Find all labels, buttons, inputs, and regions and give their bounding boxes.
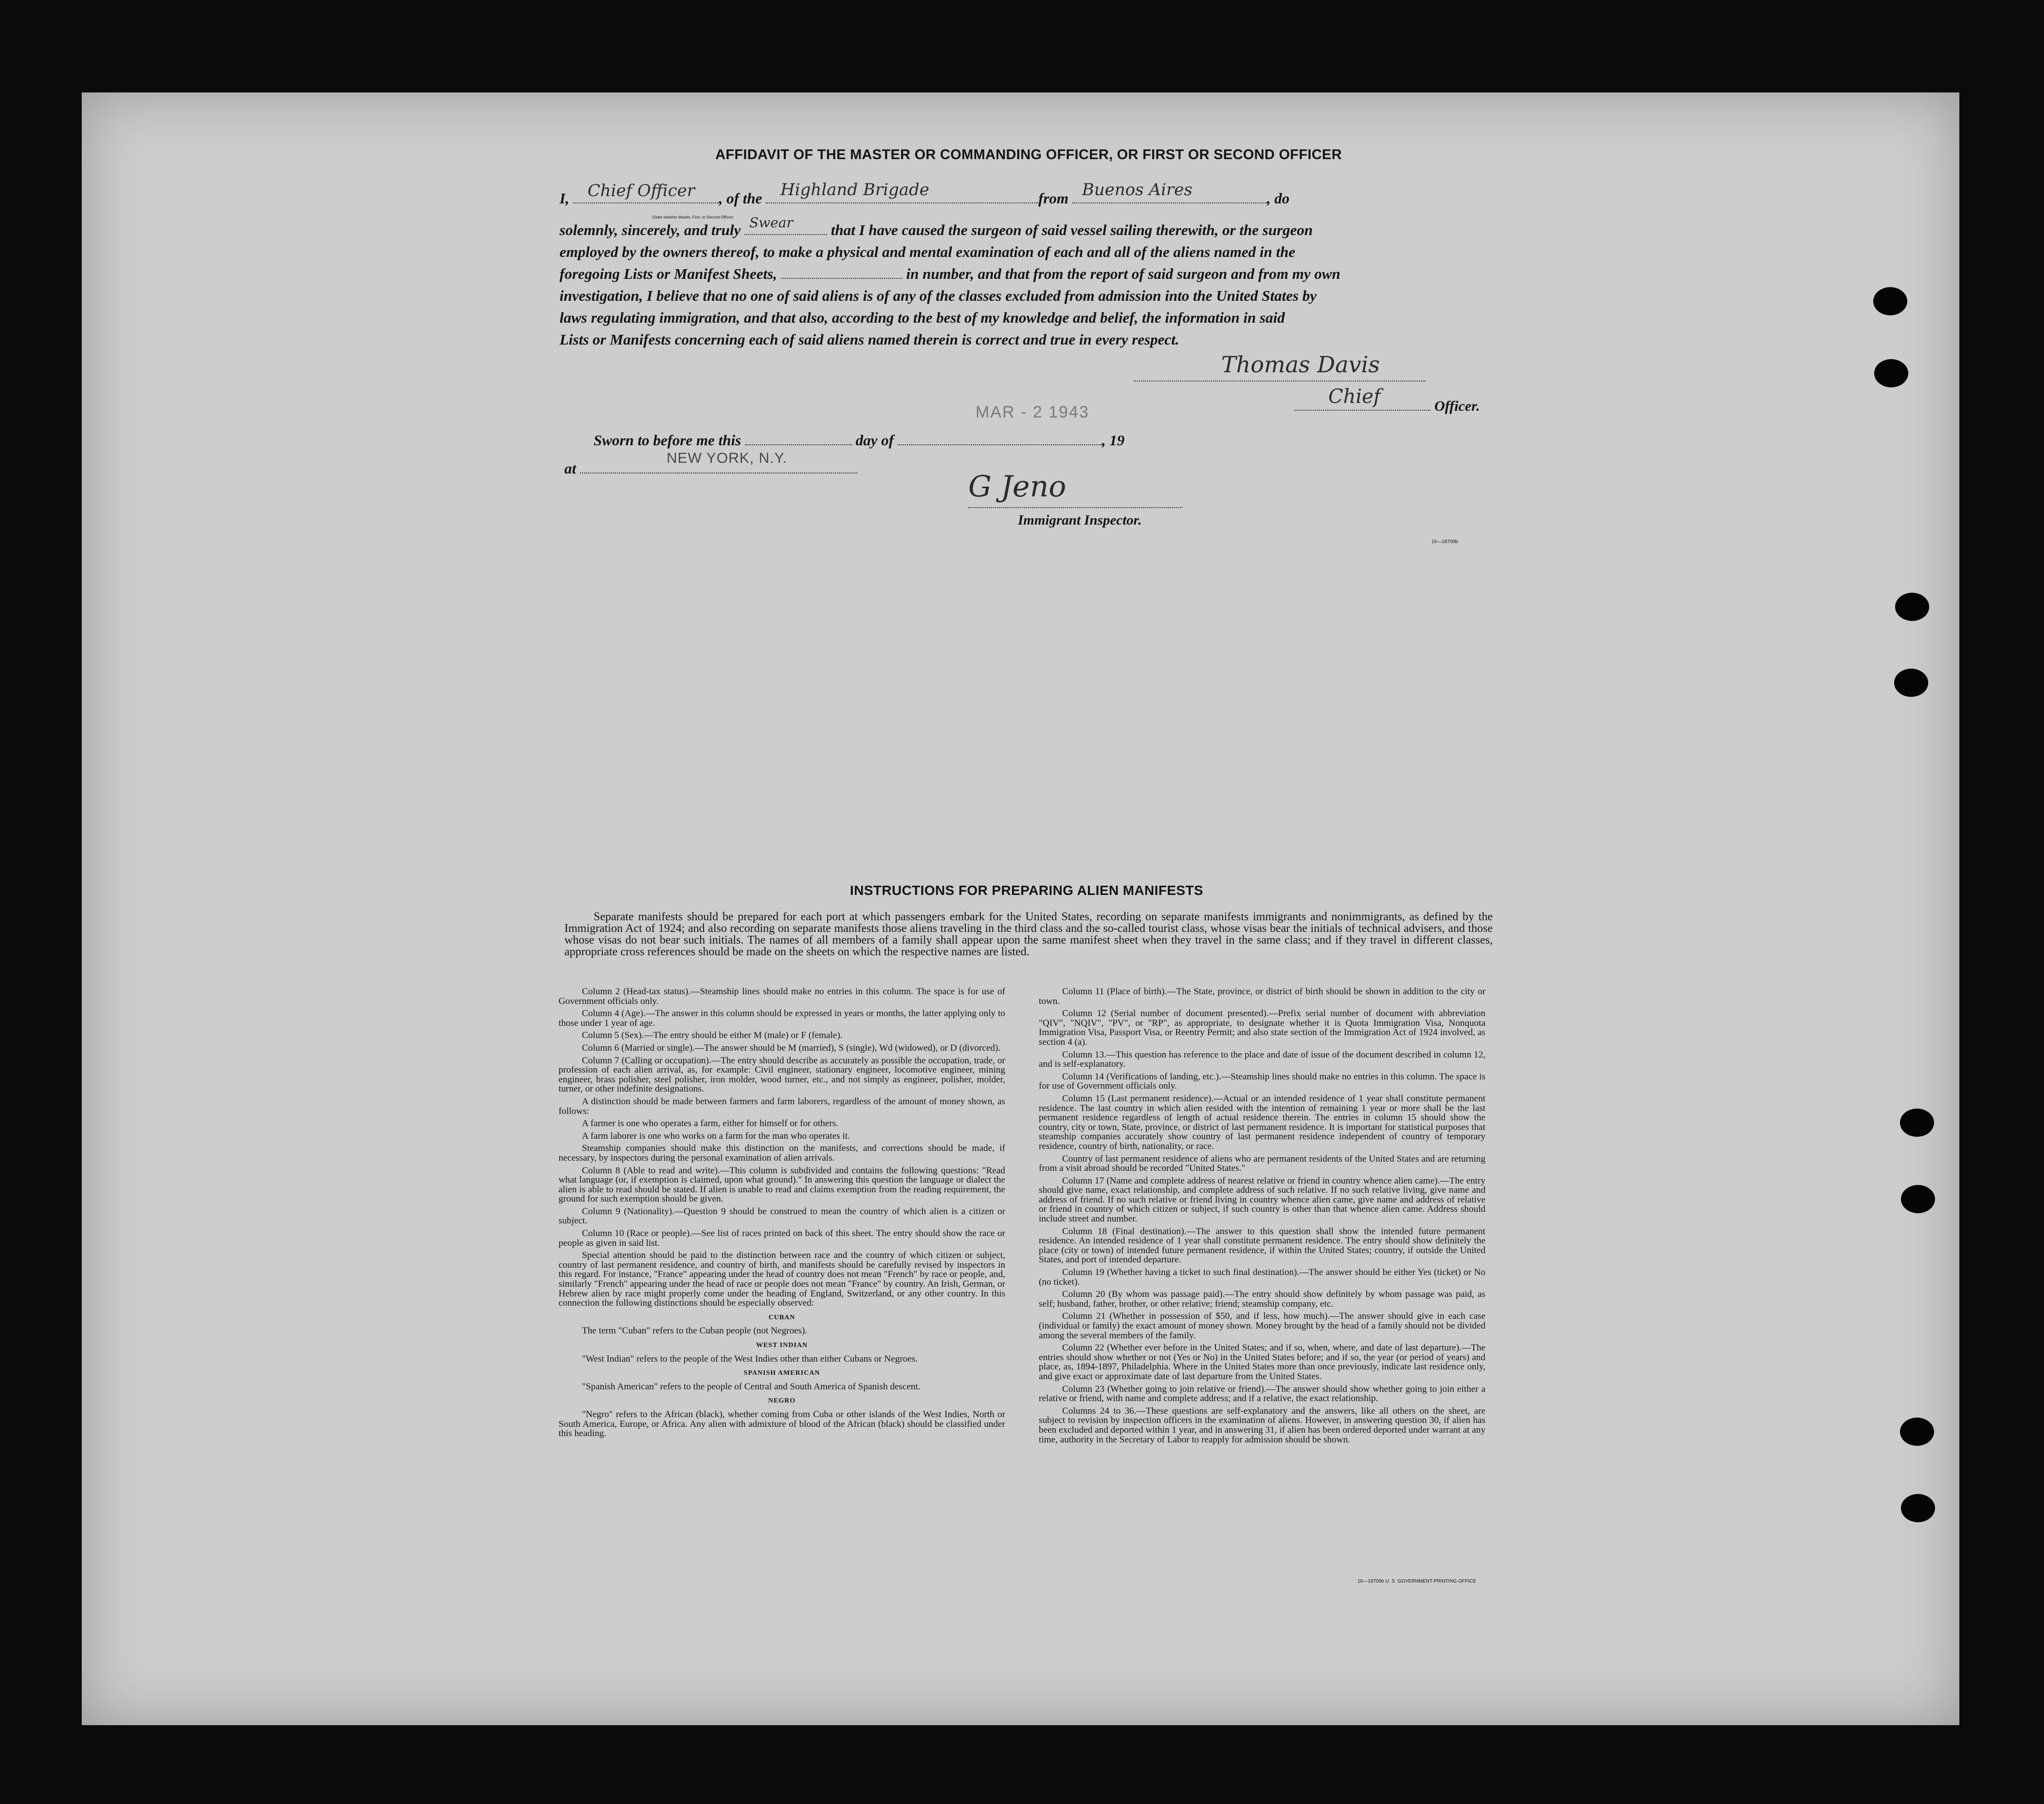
form-number: 16—18700b xyxy=(1431,539,1458,545)
instruction-paragraph: Column 9 (Nationality).—Question 9 should be construed to mean the country of which alien is a citizen or subject. xyxy=(559,1206,1005,1226)
instruction-paragraph: Column 22 (Whether ever before in the United States; and if so, when, where, and date of last departure).—The entries should show whether or not (Yes or No) in the United States before; and if so, the year (or period of years) and place, as, 1894-1897, Philadelphia. Where in the United States more than once previously, indicate last residence only, and give exact or approximate date of last departure from the United States. xyxy=(1039,1343,1485,1382)
swear-field xyxy=(744,215,827,235)
instructions-right-column xyxy=(1039,987,1485,1447)
instruction-paragraph: Column 6 (Married or single).—The answer should be M (married), S (single), Wd (widowed), or D (divorced). xyxy=(582,1042,1001,1053)
affidavit-line-5: investigation, I believe that no one of said aliens is of any of the classes excluded from admission into the United States by xyxy=(560,287,1317,304)
instruction-paragraph: Column 19 (Whether having a ticket to such final destination).—The answer should be either Yes (ticket) or No (no ticket). xyxy=(1039,1267,1485,1287)
sworn-label: Sworn to before me this xyxy=(594,432,742,449)
instruction-paragraph: Special attention should be paid to the distinction between race and the country of which citizen or subject, country of last permanent residence, and country of birth, and manifests should be carefully revised by inspectors in this regard. For instance, "France" appearing under the head of country does not mean "French" by race or people, and, similarly "French" appearing under the head of race or people does not mean "France" by country. An Irish, German, or Hebrew alien by race might properly come under the heading of England, Switzerland, or any other country. In this connection the following distinctions should be especially observed: xyxy=(559,1250,1005,1309)
officer-signature: Thomas Davis xyxy=(1221,351,1380,378)
instruction-paragraph: "West Indian" refers to the people of the West Indies other than either Cubans or Negroes. xyxy=(582,1353,918,1364)
printing-office-footer: 16—18700b U. S. GOVERNMENT PRINTING OFFICE xyxy=(1357,1579,1476,1584)
line-4b: in number, and that from the report of said surgeon and from my own xyxy=(906,265,1340,282)
punch-hole xyxy=(1900,1109,1934,1137)
sworn-line xyxy=(594,429,1542,451)
port-field xyxy=(1072,180,1267,203)
rank-field xyxy=(573,181,719,203)
instruction-paragraph: Column 13.—This question has reference to the place and date of issue of the document described in column 12, and is self-explanatory. xyxy=(1039,1049,1485,1070)
instruction-paragraph: Column 7 (Calling or occupation).—The entry should describe as accurately as possible the occupation, trade, or profession of each alien arrival, as, for example: Civil engineer, stationary engineer, locomotive engineer, mining engineer, brass polisher, steel polisher, iron molder, wood turner, etc., and not simply as engineer, polisher, molder, turner, or other indefinite designations. xyxy=(559,1055,1005,1094)
of-the-label: , of the xyxy=(719,190,762,207)
punch-hole xyxy=(1895,593,1929,621)
date-stamp: MAR - 2 1943 xyxy=(976,403,1089,421)
affidavit-line-4 xyxy=(560,263,1508,285)
line-2a: solemnly, sincerely, and truly xyxy=(560,221,741,238)
day-of-label: day of xyxy=(855,432,894,449)
instruction-paragraph: Column 18 (Final destination).—The answer to this question shall show the intended future permanent residence. An intended residence of 1 year shall constitute permanent residence. The entry should show definitely the place (city or town) of intended future permanent residence, if within the United States; country, if outside the United States, and port of intended departure. xyxy=(1039,1226,1485,1265)
punch-hole xyxy=(1901,1494,1935,1522)
officer-signature-line xyxy=(1134,381,1426,382)
count-field xyxy=(781,265,903,279)
instruction-paragraph: Steamship companies should make this distinction on the manifests, and corrections should be made, if necessary, by inspectors during the personal examination of alien arrivals. xyxy=(559,1143,1005,1163)
line-2b: that I have caused the surgeon of said vessel sailing therewith, or the surgeon xyxy=(831,221,1313,238)
instruction-paragraph: "Spanish American" refers to the people of Central and South America of Spanish descent. xyxy=(582,1381,921,1392)
heading-negro: NEGRO xyxy=(768,1397,796,1405)
instructions-intro: Separate manifests should be prepared for each port at which passengers embark for the United States, recording on separate manifests immigrants and nonimmigrants, as defined by the Immigration Act of 1924; and also recording on separate manifests those aliens traveling in the third class and the so-called tourist class, whose visas bear the initials of technical advisers, and those whose visas do not bear such initials. The names of all members of a family shall appear upon the same manifest sheet when they travel in the same class; and if they travel in different classes, appropriate cross references should be made on the sheets on which the respective names are listed. xyxy=(564,911,1493,958)
instruction-paragraph: Column 23 (Whether going to join relative or friend).—The answer should show whether going to join either a relative or friend, with name and complete address; and if a relative, the exact relationship. xyxy=(1039,1384,1485,1404)
instruction-paragraph: Column 5 (Sex).—The entry should be either M (male) or F (female). xyxy=(582,1030,843,1041)
month-field xyxy=(898,432,1102,445)
instruction-paragraph: Column 2 (Head-tax status).—Steamship lines should make no entries in this column. The space is for use of Government officials only. xyxy=(559,986,1005,1006)
ship-field xyxy=(766,180,1038,203)
instruction-paragraph: Column 4 (Age).—The answer in this column should be expressed in years or months, the latter applying only to those under 1 year of age. xyxy=(559,1008,1005,1028)
from-label: from xyxy=(1038,190,1069,207)
instruction-paragraph: "Negro" refers to the African (black), whether coming from Cuba or other islands of the West Indies, North or South America, Europe, or Africa. Any alien with admixture of blood of the African (black) should be classified under this heading. xyxy=(559,1409,1005,1439)
affidavit-line-1 xyxy=(560,180,1508,209)
instruction-paragraph: Column 10 (Race or people).—See list of races printed on back of this sheet. The entry should show the race or people as given in said list. xyxy=(559,1228,1005,1248)
instruction-paragraph: Column 14 (Verifications of landing, etc.).—Steamship lines should make no entries in this column. The space is for use of Government officials only. xyxy=(1039,1071,1485,1092)
officer-label: Officer. xyxy=(1434,398,1480,414)
instruction-paragraph: Column 21 (Whether in possession of $50, and if less, how much).—The answer should give in each case (individual or family) the exact amount of money shown. Money brought by the head of a family should not be divided among the several members of the family. xyxy=(1039,1311,1485,1341)
instruction-paragraph: Columns 24 to 36.—These questions are self-explanatory and the answers, like all others on the sheet, are subject to revision by inspection officers in the examination of aliens. However, in answering question 30, if alien has been excluded and deported within 1 year, and in answering 31, if alien has been ordered deported under warrant at any time, authority in the Secretary of Labor to reapply for admission should be shown. xyxy=(1039,1405,1485,1445)
officer-rank-line xyxy=(1294,410,1430,411)
instruction-paragraph: Column 17 (Name and complete address of nearest relative or friend in country whence alien came).—The entry should give name, exact relationship, and complete address of such relative. If no such relative living, give name and address of friend. If no such relative or friend living in country whence alien came, give name and address of relative or friend in country of which citizen or subject, if such country is other than that whence alien came. Address should include street and number. xyxy=(1039,1175,1485,1224)
punch-hole xyxy=(1900,1418,1934,1446)
punch-hole xyxy=(1873,287,1907,315)
inspector-label: Immigrant Inspector. xyxy=(1018,512,1142,528)
rank-handwritten: Chief Officer xyxy=(587,181,695,200)
do-label: , do xyxy=(1266,190,1290,207)
instructions-left-column xyxy=(559,987,1005,1441)
heading-spanish-american: SPANISH AMERICAN xyxy=(743,1369,820,1377)
instruction-paragraph: Column 12 (Serial number of document presented).—Prefix serial number of document with abbreviation "QIV", "NQIV", "PV", or "RP", as appropriate, to designate whether it is Quota Immigration Visa, Nonquota Immigration Visa, Passport Visa, or Reentry Permit; and also state section of the Immigration Act of 1924 involved, as section 4 (a). xyxy=(1039,1008,1485,1047)
punch-hole xyxy=(1901,1185,1935,1213)
officer-rank-handwritten: Chief xyxy=(1328,385,1381,408)
inspector-signature-line xyxy=(968,507,1182,508)
instruction-paragraph: Country of last permanent residence of aliens who are permanent residents of the United States and are returning from a visit abroad should be recorded "United States." xyxy=(1039,1153,1485,1174)
line-4a: foregoing Lists or Manifest Sheets, xyxy=(560,265,777,282)
instructions-title: INSTRUCTIONS FOR PREPARING ALIEN MANIFESTS xyxy=(850,883,1204,898)
instruction-paragraph: The term "Cuban" refers to the Cuban people (not Negroes). xyxy=(582,1326,808,1336)
affidavit-line-6: laws regulating immigration, and that also, according to the best of my knowledge and belief, the information in said xyxy=(560,309,1285,326)
port-handwritten: Buenos Aires xyxy=(1082,180,1193,200)
heading-cuban: CUBAN xyxy=(768,1313,796,1321)
instruction-paragraph: Column 20 (By whom was passage paid).—The entry should show definitely by whom passage was paid, as self; husband, father, brother, or other relative; friend; steamship company, etc. xyxy=(1039,1289,1485,1309)
heading-west-indian: WEST INDIAN xyxy=(756,1342,808,1349)
rank-caption: (State whether Master, First, or Second Officer) xyxy=(652,215,734,219)
instruction-paragraph: Column 11 (Place of birth).—The State, province, or district of birth should be shown in addition to the city or town. xyxy=(1039,986,1485,1006)
swear-handwritten: Swear xyxy=(749,215,793,231)
inspector-signature: G Jeno xyxy=(968,470,1067,504)
punch-hole xyxy=(1894,669,1928,697)
day-field xyxy=(745,432,852,445)
year-label: , 19 xyxy=(1102,432,1125,449)
instruction-paragraph: A farmer is one who operates a farm, either for himself or for others. xyxy=(582,1118,838,1129)
instruction-paragraph: A farm laborer is one who works on a farm for the man who operates it. xyxy=(582,1130,850,1141)
instruction-paragraph: A distinction should be made between farmers and farm laborers, regardless of the amount of money shown, as follows: xyxy=(559,1096,1005,1116)
punch-hole xyxy=(1874,359,1908,387)
place-stamp: NEW YORK, N.Y. xyxy=(667,450,787,466)
i-label: I, xyxy=(560,190,569,207)
affidavit-title: AFFIDAVIT OF THE MASTER OR COMMANDING OFFICER, OR FIRST OR SECOND OFFICER xyxy=(715,147,1342,163)
at-label: at xyxy=(564,460,577,477)
ship-handwritten: Highland Brigade xyxy=(780,180,929,200)
instruction-paragraph: Column 15 (Last permanent residence).—Actual or an intended residence of 1 year shall constitute permanent residence. The last country in which alien resided with the intention of remaining 1 year or more shall be the last permanent residence regardless of length of actual residence therein. The entries in column 15 should show the country, city or town, State, province, or district of last permanent residence. It is important for statistical purposes that steamship companies accurately show country of last permanent residence independent of country of temporary residence, country of birth, nationality, or race. xyxy=(1039,1093,1485,1151)
instruction-paragraph: Column 8 (Able to read and write).—This column is subdivided and contains the following questions: "Read what language (or, if exemption is claimed, upon what ground)." In answering this question the language or dialect the alien is able to read should be stated. If alien is unable to read and claims exemption from the reading requirement, the ground for such exemption should be given. xyxy=(559,1165,1005,1204)
affidavit-line-3: employed by the owners thereof, to make a physical and mental examination of each and all of the aliens named in the xyxy=(560,243,1296,260)
affidavit-line-7: Lists or Manifests concerning each of said aliens named therein is correct and true in every respect. xyxy=(560,331,1179,348)
